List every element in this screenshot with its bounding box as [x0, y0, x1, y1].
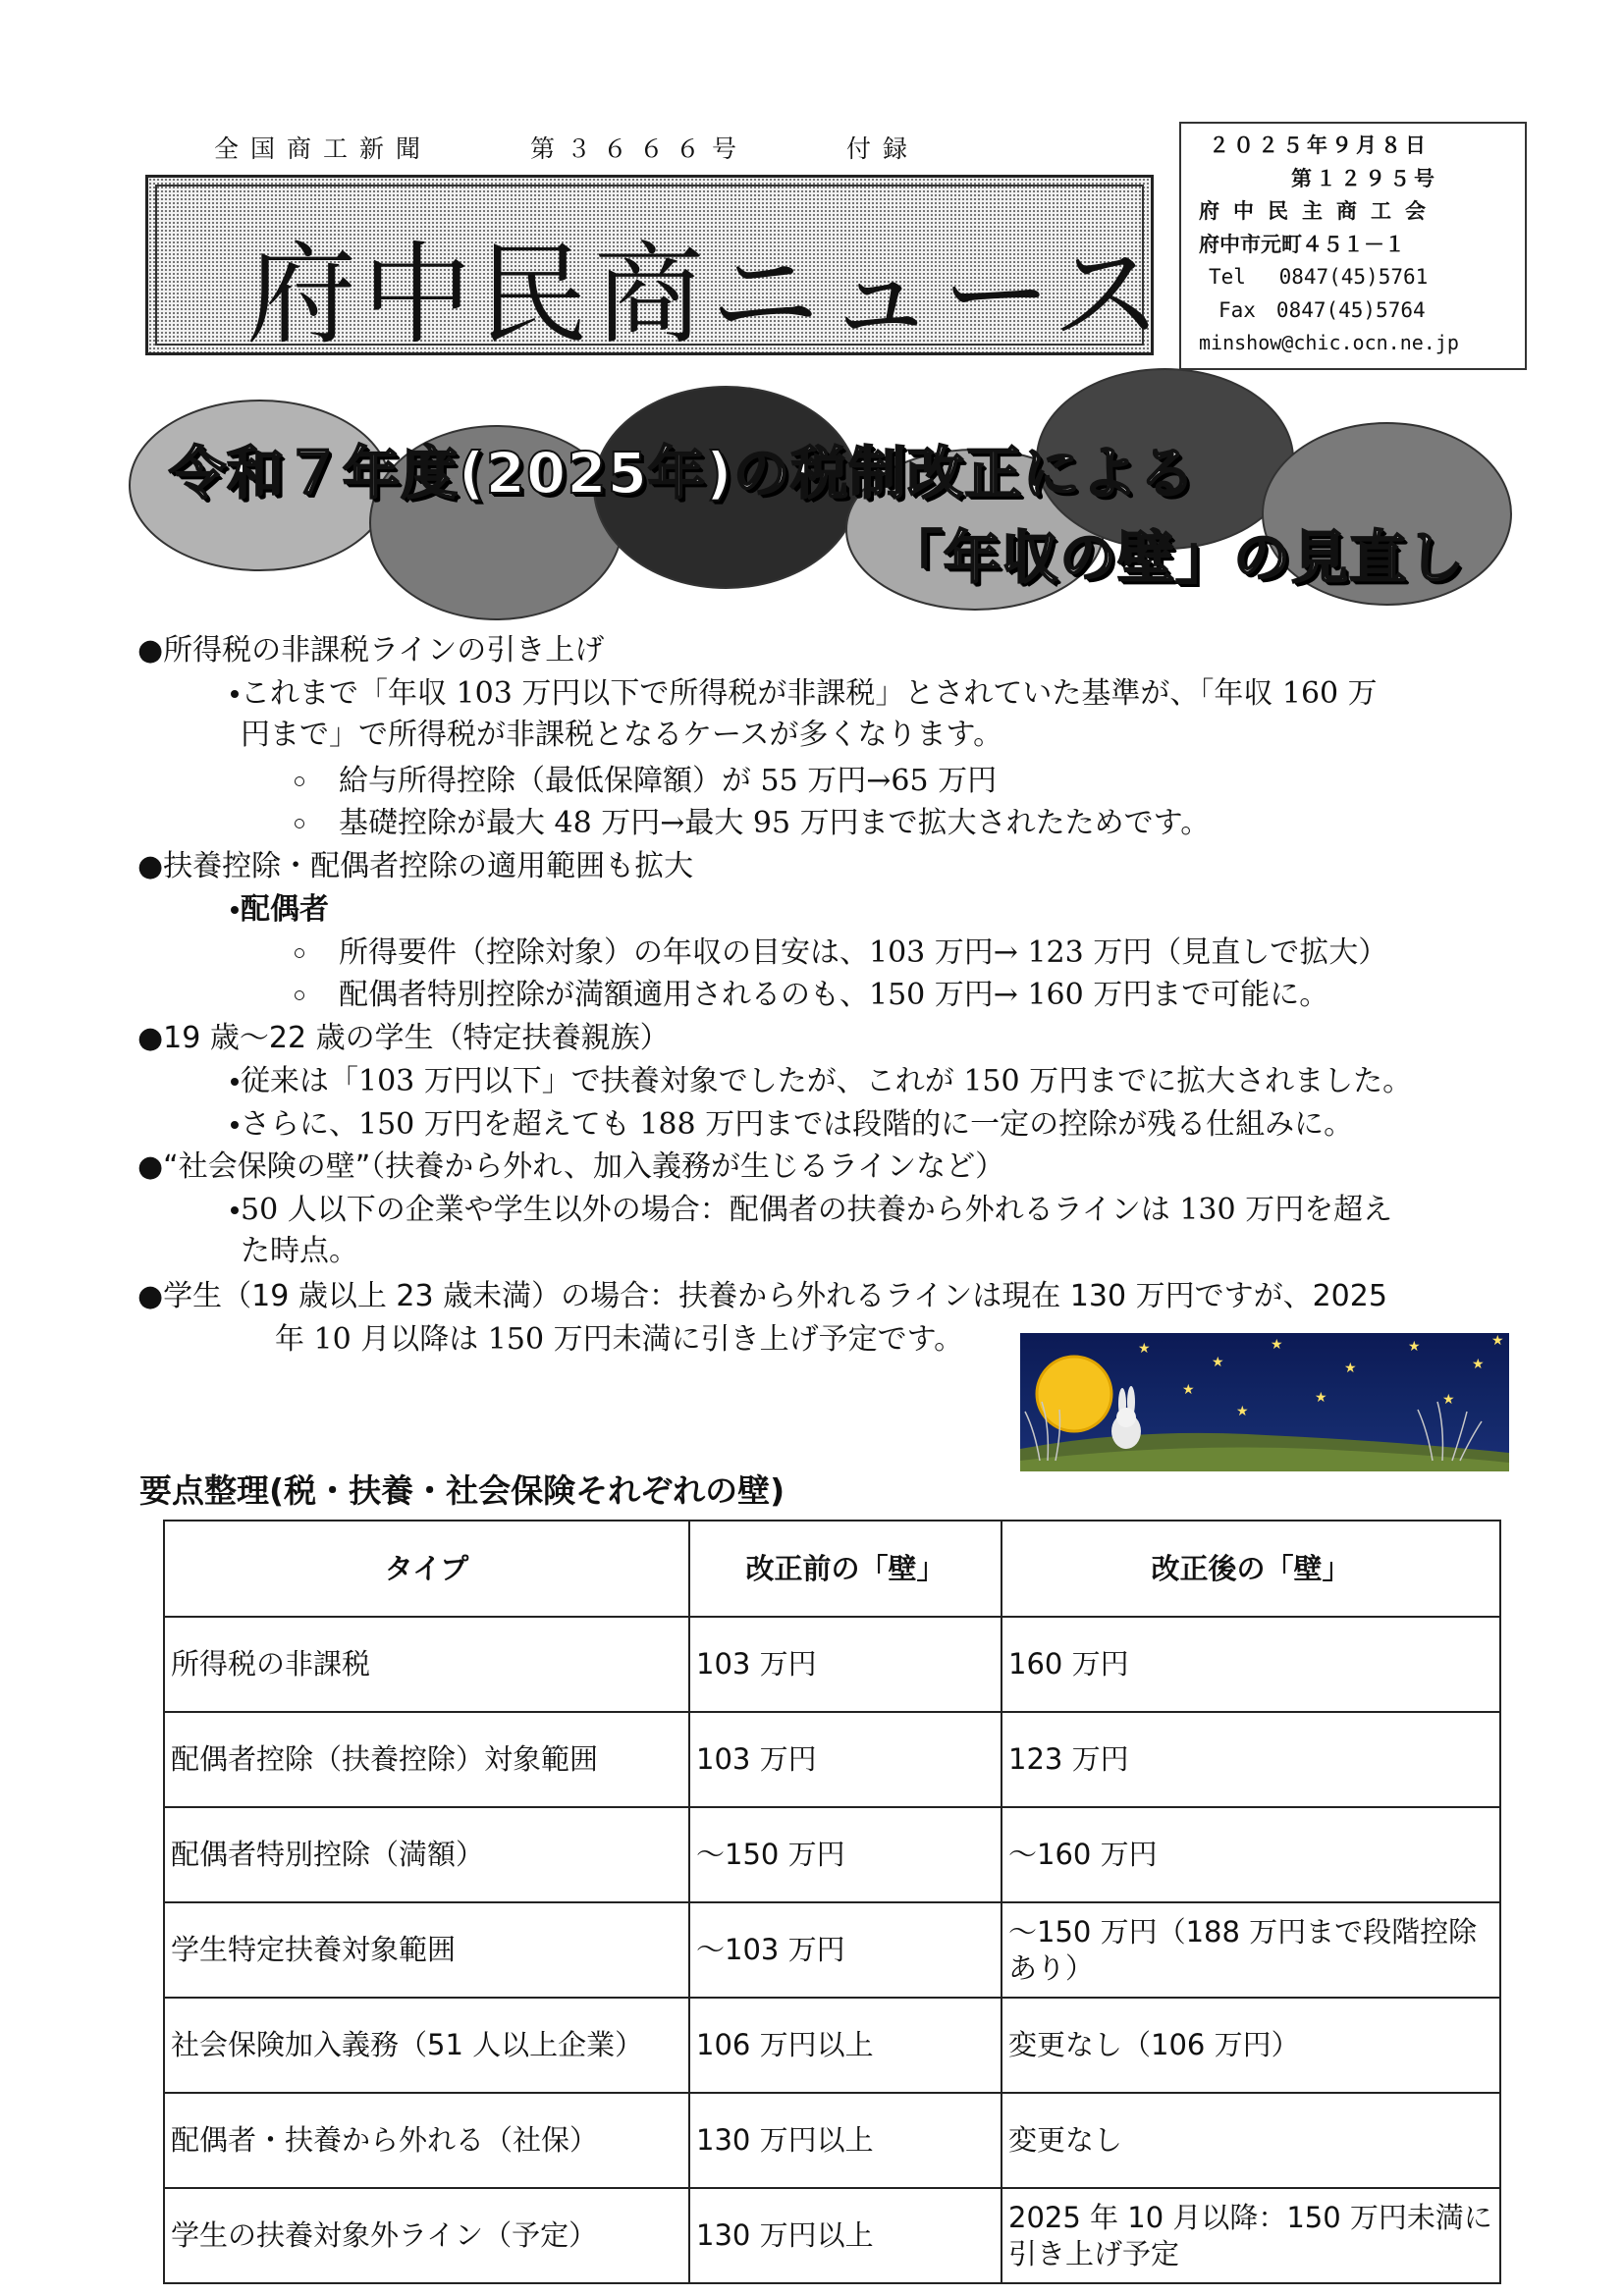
- svg-text:★: ★: [1472, 1357, 1485, 1372]
- column-header: 改正前の「壁」: [689, 1521, 1001, 1617]
- table-cell: ～103 万円: [689, 1902, 1001, 1998]
- column-header: タイプ: [164, 1521, 689, 1617]
- table-row: [164, 1712, 1500, 1807]
- list-item-text: 50 人以下の企業や学生以外の場合：配偶者の扶養から外れるラインは 130 万円を超え: [241, 1193, 1393, 1227]
- section-heading: ●学生（19 歳以上 23 歳未満）の場合：扶養から外れるラインは現在 130 万円ですが、2025: [137, 1279, 1387, 1313]
- table-cell: 2025 年 10 月以降：150 万円未満に引き上げ予定: [1001, 2188, 1500, 2283]
- list-item: [241, 673, 1507, 756]
- sub-list-item: 配偶者特別控除が満額適用されるのも、150 万円→ 160 万円まで可能に。: [339, 975, 1328, 1016]
- info-box: [1179, 122, 1527, 370]
- table-cell: 123 万円: [1001, 1712, 1500, 1807]
- svg-text:★: ★: [1344, 1361, 1357, 1376]
- section-heading: ●扶養控除・配偶者控除の適用範囲も拡大: [137, 849, 694, 883]
- table-row: [164, 1807, 1500, 1902]
- list-item-text: これまで「年収 103 万円以下で所得税が非課税」とされていた基準が、「年収 160 万: [241, 676, 1378, 711]
- org-tel: Tel 0847(45)5761: [1209, 265, 1429, 289]
- list-item-text: た時点。: [241, 1234, 358, 1268]
- newspaper-line: [214, 130, 1017, 165]
- table-row: [164, 1998, 1500, 2093]
- table-cell: 変更なし（106 万円）: [1001, 1998, 1500, 2093]
- table-cell: 学生の扶養対象外ライン（予定）: [164, 2188, 689, 2283]
- table-cell: 103 万円: [689, 1617, 1001, 1712]
- sub-list-item: 所得要件（控除対象）の年収の目安は、103 万円→ 123 万円（見直しで拡大）: [339, 933, 1387, 974]
- list-item: [241, 1190, 1507, 1272]
- table-cell: ～150 万円（188 万円まで段階控除あり）: [1001, 1902, 1500, 1998]
- svg-text:★: ★: [1491, 1333, 1504, 1349]
- table-cell: 所得税の非課税: [164, 1617, 689, 1712]
- svg-text:★: ★: [1236, 1404, 1249, 1419]
- moon-rabbit-illustration: [1020, 1333, 1509, 1471]
- table-cell: 130 万円以上: [689, 2188, 1001, 2283]
- org-address: 府中市元町４５１－１: [1199, 232, 1405, 256]
- svg-text:★: ★: [1212, 1355, 1224, 1370]
- svg-text:★: ★: [1182, 1382, 1195, 1398]
- table-cell: 130 万円以上: [689, 2093, 1001, 2188]
- summary-table: [163, 1520, 1501, 2284]
- svg-text:★: ★: [1271, 1337, 1283, 1353]
- svg-text:★: ★: [1442, 1392, 1455, 1408]
- section-heading: ●所得税の非課税ラインの引き上げ: [137, 633, 605, 667]
- org-name: 府中民主商工会: [1199, 199, 1439, 223]
- paper-name: 全国商工新聞: [214, 134, 433, 163]
- org-fax: Fax 0847(45)5764: [1218, 297, 1426, 322]
- table-cell: 配偶者控除（扶養控除）対象範囲: [164, 1712, 689, 1807]
- table-cell: 106 万円以上: [689, 1998, 1001, 2093]
- table-cell: ～150 万円: [689, 1807, 1001, 1902]
- local-issue-number: 第１２９５号: [1291, 166, 1438, 190]
- svg-text:★: ★: [1408, 1339, 1421, 1355]
- table-row: [164, 2188, 1500, 2283]
- supplement-label: 付録: [846, 134, 920, 163]
- table-cell: 103 万円: [689, 1712, 1001, 1807]
- org-email: minshow@chic.ocn.ne.jp: [1199, 331, 1459, 354]
- list-item: 配偶者: [241, 889, 1507, 931]
- sub-list-item: 基礎控除が最大 48 万円→最大 95 万円まで拡大されたためです。: [339, 803, 1210, 844]
- table-header-row: [164, 1521, 1500, 1617]
- section-heading: ●19 歳～22 歳の学生（特定扶養親族）: [137, 1021, 670, 1055]
- table-row: [164, 2093, 1500, 2188]
- headline-line1: 令和７年度(2025年)の税制改正による: [169, 440, 1197, 507]
- headline-line2: 「年収の壁」の見直し: [886, 524, 1466, 591]
- list-item: 従来は「103 万円以下」で扶養対象でしたが、これが 150 万円までに拡大されました。: [241, 1061, 1507, 1102]
- paragraph-text: 年 10 月以降は 150 万円未満に引き上げ予定です。: [275, 1322, 964, 1357]
- issue-date: ２０２５年９月８日: [1209, 133, 1430, 157]
- table-cell: 学生特定扶養対象範囲: [164, 1902, 689, 1998]
- table-title: 要点整理(税・扶養・社会保険それぞれの壁): [139, 1471, 785, 1510]
- moon-rabbit-night-illustration-icon: [1020, 1333, 1509, 1471]
- list-item: さらに、150 万円を超えても 188 万円までは段階的に一定の控除が残る仕組みに。: [241, 1104, 1507, 1146]
- table-cell: 配偶者・扶養から外れる（社保）: [164, 2093, 689, 2188]
- sub-list-item: 給与所得控除（最低保障額）が 55 万円→65 万円: [339, 761, 997, 802]
- svg-text:★: ★: [1315, 1390, 1327, 1406]
- svg-text:★: ★: [1138, 1341, 1151, 1357]
- table-cell: 変更なし: [1001, 2093, 1500, 2188]
- table-row: [164, 1617, 1500, 1712]
- table-cell: 160 万円: [1001, 1617, 1500, 1712]
- table-row: [164, 1902, 1500, 1998]
- table-cell: ～160 万円: [1001, 1807, 1500, 1902]
- table-cell: 社会保険加入義務（51 人以上企業）: [164, 1998, 689, 2093]
- table-cell: 配偶者特別控除（満額）: [164, 1807, 689, 1902]
- list-item-text: 円まで」で所得税が非課税となるケースが多くなります。: [241, 718, 1003, 752]
- title-box: [145, 175, 1168, 359]
- issue-number: 第３６６６号: [530, 134, 749, 163]
- section-heading: ●“社会保険の壁”（扶養から外れ、加入義務が生じるラインなど）: [137, 1149, 1005, 1184]
- page-title: 府中民商ニュース: [246, 232, 1168, 359]
- column-header: 改正後の「壁」: [1001, 1521, 1500, 1617]
